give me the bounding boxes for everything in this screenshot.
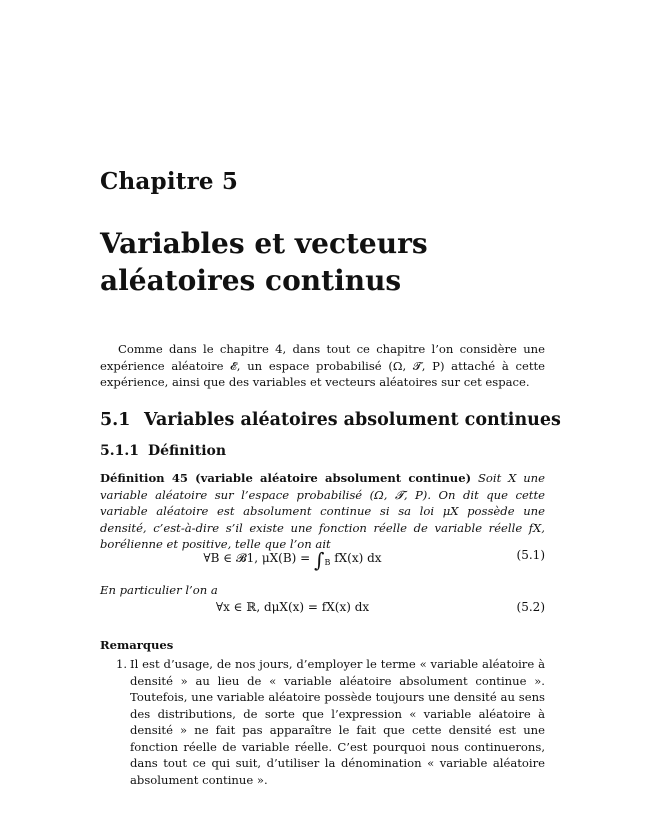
equation-5-1 bbox=[100, 546, 545, 570]
chapter-title-line2: aléatoires continus bbox=[100, 264, 402, 297]
subsection-title: Définition bbox=[148, 443, 227, 459]
integral-domain: B bbox=[324, 558, 331, 567]
list-item-text: Il est d’usage, de nos jours, d’employer le terme « variable aléatoire à densité » au lieu de « variable aléatoire absolument continue ». Toutefois, une variable aléatoire possède toujours une densité au sens des distributions, de sorte que l’expression « variable aléatoire à densité » ne fait pas apparaître le fait que cette densité est une fonction réelle de variable réelle. C’est pourquoi nous continuerons, dans tout ce qui suit, d’utiliser la dénomination « variable aléatoire absolument continue ». bbox=[130, 657, 545, 787]
equation-number: (5.1) bbox=[516, 548, 545, 562]
integral-sign: ∫ bbox=[314, 548, 325, 572]
definition-text: Soit X une variable aléatoire sur l’espace probabilisé (Ω, 𝓣, P). On dit que cette variable aléatoire est absolument continue si sa loi μX possède une densité, c’est-à-dire s’il existe une fonction réelle de variable réelle fX, borélienne et positive, telle que l’on ait bbox=[100, 471, 545, 551]
definition-label: Définition 45 (variable aléatoire absolument continue) bbox=[100, 471, 472, 485]
equation-5-2 bbox=[100, 598, 545, 622]
chapter-title-line1: Variables et vecteurs bbox=[100, 227, 428, 260]
section-title: Variables aléatoires absolument continues bbox=[144, 410, 561, 430]
definition-block bbox=[100, 470, 545, 553]
equation-5-1-body bbox=[100, 548, 485, 572]
list-item-marker: 1. bbox=[116, 657, 128, 671]
particular-text: En particulier l’on a bbox=[100, 583, 218, 597]
chapter-label: Chapitre 5 bbox=[100, 168, 239, 195]
remarks-heading: Remarques bbox=[100, 638, 174, 652]
equation-5-2-body: ∀x ∈ ℝ, dμX(x) = fX(x) dx bbox=[215, 600, 370, 614]
chapter-title bbox=[100, 225, 540, 299]
subsection-heading bbox=[100, 443, 226, 459]
equation-5-1-rhs: fX(x) dx bbox=[330, 551, 382, 565]
intro-paragraph: Comme dans le chapitre 4, dans tout ce chapitre l’on considère une expérience aléatoire 𝓔, un espace probabilisé (Ω, 𝓣, P) attaché à cette expérience, ainsi que des variables et vecteurs aléatoires sur cet espace. bbox=[100, 342, 545, 389]
subsection-number: 5.1.1 bbox=[100, 443, 139, 459]
remarks-list bbox=[100, 656, 545, 788]
list-item bbox=[100, 656, 545, 788]
equation-number: (5.2) bbox=[516, 600, 545, 614]
equation-5-1-lhs: ∀B ∈ 𝓑1, μX(B) = bbox=[203, 551, 315, 565]
section-heading bbox=[100, 410, 561, 430]
section-number: 5.1 bbox=[100, 410, 131, 430]
